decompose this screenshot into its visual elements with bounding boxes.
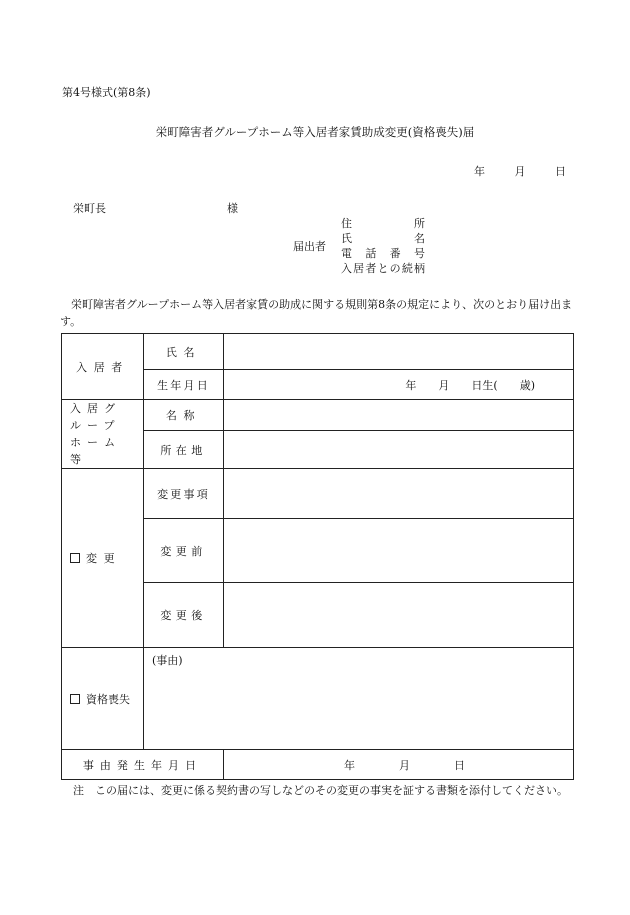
applicant-field-relation: 入居者との続柄 <box>341 262 425 275</box>
birthdate-input[interactable]: 年 月 日生( 歳) <box>224 370 574 400</box>
resident-name-input[interactable] <box>224 334 574 370</box>
applicant-field-phone: 電話番号 <box>341 247 425 260</box>
applicant-fields <box>341 216 425 276</box>
loss-label: 資格喪失 <box>86 692 130 706</box>
applicant-field-name: 氏名 <box>341 232 425 245</box>
occurrence-date-input[interactable]: 年 月 日 <box>224 750 574 780</box>
resident-label: 入居者 <box>62 334 144 400</box>
occurrence-label: 事由発生年月日 <box>62 750 224 780</box>
honorific: 様 <box>227 202 238 215</box>
loss-row <box>62 648 574 750</box>
change-label: 変更 <box>86 552 122 565</box>
date-month: 月 <box>514 165 526 178</box>
group-home-label: 入居グループホーム等 <box>62 400 144 469</box>
date-day: 日 <box>555 165 566 178</box>
home-address-input[interactable] <box>224 431 574 469</box>
applicant-label: 届出者 <box>293 240 326 253</box>
home-name-label: 名称 <box>144 400 224 431</box>
change-after-input[interactable] <box>224 583 574 648</box>
loss-checkbox[interactable] <box>70 694 80 704</box>
occurrence-row <box>62 750 574 780</box>
body-text: 栄町障害者グループホーム等入居者家賃の助成に関する規則第8条の規定により、次のとおり届け出ます。 <box>60 298 573 328</box>
change-items-input[interactable] <box>224 469 574 519</box>
loss-reason-label: (事由) <box>152 654 183 667</box>
home-name-input[interactable] <box>224 400 574 431</box>
footnote: 注 この届には、変更に係る契約書の写しなどのその変更の事実を証する書類を添付してください。 <box>73 784 568 797</box>
home-address-label: 所在地 <box>144 431 224 469</box>
date-year: 年 <box>474 165 485 178</box>
change-before-label: 変更前 <box>144 519 224 583</box>
change-checkbox[interactable] <box>70 553 80 563</box>
change-before-input[interactable] <box>224 519 574 583</box>
loss-reason-input[interactable] <box>144 648 574 750</box>
submission-date <box>474 163 566 179</box>
change-after-label: 変更後 <box>144 583 224 648</box>
form-table <box>61 333 574 780</box>
resident-name-row <box>62 334 574 370</box>
form-title: 栄町障害者グループホーム等入居者家賃助成変更(資格喪失)届 <box>155 125 475 139</box>
loss-cell <box>62 648 144 750</box>
applicant-field-address: 住所 <box>341 217 425 230</box>
addressee: 栄町長 <box>73 202 106 215</box>
form-number: 第4号様式(第8条) <box>62 86 151 99</box>
change-cell <box>62 469 144 648</box>
resident-name-label: 氏名 <box>144 334 224 370</box>
change-items-row <box>62 469 574 519</box>
birthdate-label: 生年月日 <box>144 370 224 400</box>
change-items-label: 変更事項 <box>144 469 224 519</box>
home-name-row <box>62 400 574 431</box>
